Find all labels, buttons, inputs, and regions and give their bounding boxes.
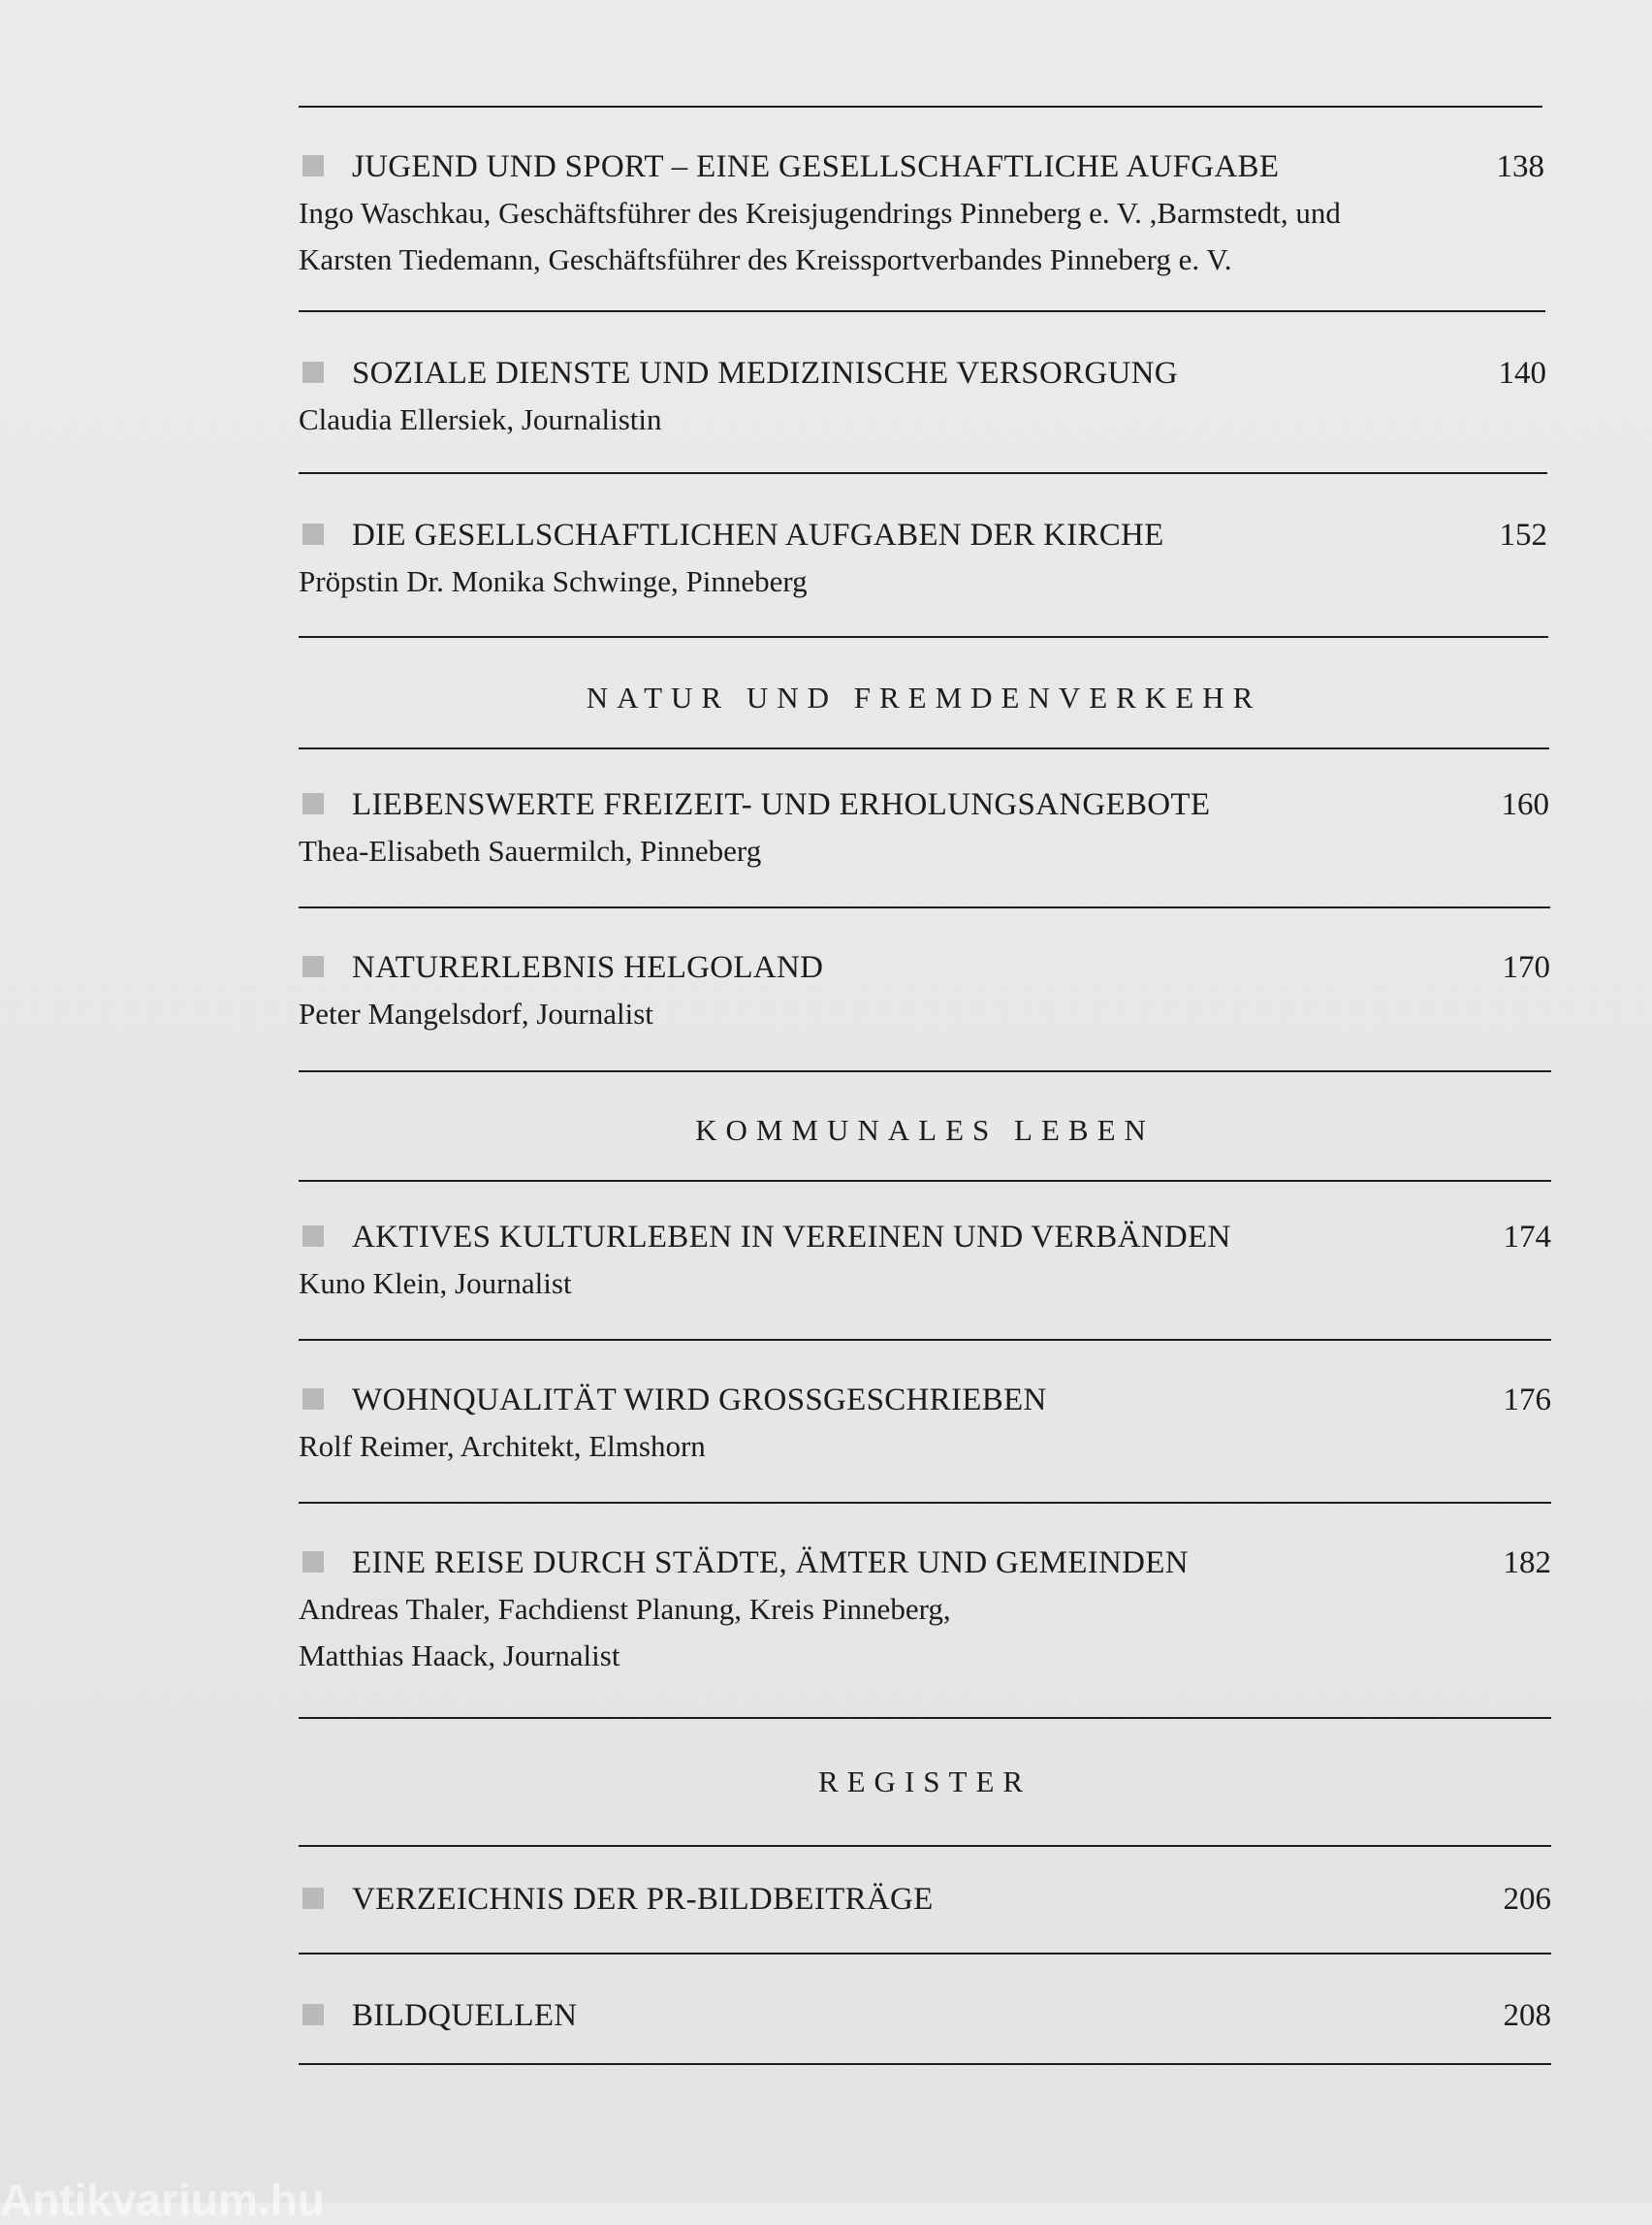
square-bullet-icon xyxy=(302,155,324,176)
entry-title: AKTIVES KULTURLEBEN IN VEREINEN UND VERBÄNDEN xyxy=(352,1220,1231,1255)
divider xyxy=(299,906,1550,908)
divider xyxy=(299,472,1547,474)
entry-page-number: 138 xyxy=(1496,149,1544,184)
divider xyxy=(299,636,1548,638)
entry-page-number: 208 xyxy=(1503,1998,1551,2033)
entry-page-number: 170 xyxy=(1502,950,1550,985)
divider xyxy=(299,1717,1551,1719)
entry-author: Peter Mangelsdorf, Journalist xyxy=(299,997,653,1031)
square-bullet-icon xyxy=(302,1225,324,1247)
entry-page-number: 176 xyxy=(1503,1383,1551,1417)
toc-entry xyxy=(299,781,1549,874)
entry-page-number: 152 xyxy=(1499,518,1547,553)
entry-author: Thea-Elisabeth Sauermilch, Pinneberg xyxy=(299,834,762,868)
entry-author: Rolf Reimer, Architekt, Elmshorn xyxy=(299,1429,706,1463)
square-bullet-icon xyxy=(302,524,324,545)
divider xyxy=(299,1845,1551,1847)
square-bullet-icon xyxy=(302,956,324,977)
entry-title: DIE GESELLSCHAFTLICHEN AUFGABEN DER KIRCHE xyxy=(352,518,1164,553)
square-bullet-icon xyxy=(302,1888,324,1909)
toc-entry xyxy=(299,1992,1551,2039)
section-heading: REGISTER xyxy=(817,1764,1032,1798)
section-heading: NATUR UND FREMDENVERKEHR xyxy=(586,681,1262,715)
entry-author: Kuno Klein, Journalist xyxy=(299,1266,572,1300)
entry-author: Pröpstin Dr. Monika Schwinge, Pinneberg xyxy=(299,564,808,598)
toc-entry xyxy=(299,143,1544,283)
entry-title: VERZEICHNIS DER PR-BILDBEITRÄGE xyxy=(352,1882,934,1917)
divider xyxy=(299,1180,1551,1182)
entry-title: JUGEND UND SPORT – EINE GESELLSCHAFTLICHE AUFGABE xyxy=(352,149,1280,184)
toc-entry xyxy=(299,512,1547,605)
section-heading: KOMMUNALES LEBEN xyxy=(695,1113,1155,1147)
square-bullet-icon xyxy=(302,1388,324,1410)
entry-title: NATURERLEBNIS HELGOLAND xyxy=(352,950,824,985)
divider xyxy=(299,2063,1551,2065)
entry-page-number: 206 xyxy=(1503,1882,1551,1917)
divider xyxy=(299,1502,1551,1504)
square-bullet-icon xyxy=(302,2004,324,2025)
entry-author: Matthias Haack, Journalist xyxy=(299,1638,620,1672)
toc-entry xyxy=(299,1377,1551,1470)
entry-page-number: 174 xyxy=(1503,1220,1551,1255)
entry-page-number: 140 xyxy=(1498,356,1546,391)
divider xyxy=(299,1339,1551,1341)
divider xyxy=(299,1070,1551,1072)
entry-page-number: 182 xyxy=(1503,1545,1551,1580)
entry-author: Ingo Waschkau, Geschäftsführer des Kreisjugendrings Pinneberg e. V. ,Barmstedt, und xyxy=(299,196,1341,230)
square-bullet-icon xyxy=(302,1551,324,1573)
entry-author: Claudia Ellersiek, Journalistin xyxy=(299,402,662,436)
divider xyxy=(299,747,1549,749)
entry-author: Karsten Tiedemann, Geschäftsführer des Kreissportverbandes Pinneberg e. V. xyxy=(299,242,1232,276)
watermark-text: Antikvarium.hu xyxy=(0,2175,325,2225)
square-bullet-icon xyxy=(302,793,324,814)
entry-author: Andreas Thaler, Fachdienst Planung, Kreis Pinneberg, xyxy=(299,1592,951,1626)
entry-title: WOHNQUALITÄT WIRD GROSSGESCHRIEBEN xyxy=(352,1383,1047,1417)
toc-entry xyxy=(299,1214,1551,1307)
entry-title: SOZIALE DIENSTE UND MEDIZINISCHE VERSORGUNG xyxy=(352,356,1178,391)
entry-title: LIEBENSWERTE FREIZEIT- UND ERHOLUNGSANGEBOTE xyxy=(352,787,1211,822)
divider xyxy=(299,106,1542,108)
divider xyxy=(299,310,1545,312)
entry-page-number: 160 xyxy=(1501,787,1549,822)
toc-entry xyxy=(299,944,1550,1037)
entry-title: EINE REISE DURCH STÄDTE, ÄMTER UND GEMEINDEN xyxy=(352,1545,1189,1580)
toc-entry xyxy=(299,1540,1551,1679)
entry-title: BILDQUELLEN xyxy=(352,1998,578,2033)
toc-entry xyxy=(299,1876,1551,1923)
toc-entry xyxy=(299,350,1546,443)
square-bullet-icon xyxy=(302,362,324,383)
divider xyxy=(299,1953,1551,1955)
